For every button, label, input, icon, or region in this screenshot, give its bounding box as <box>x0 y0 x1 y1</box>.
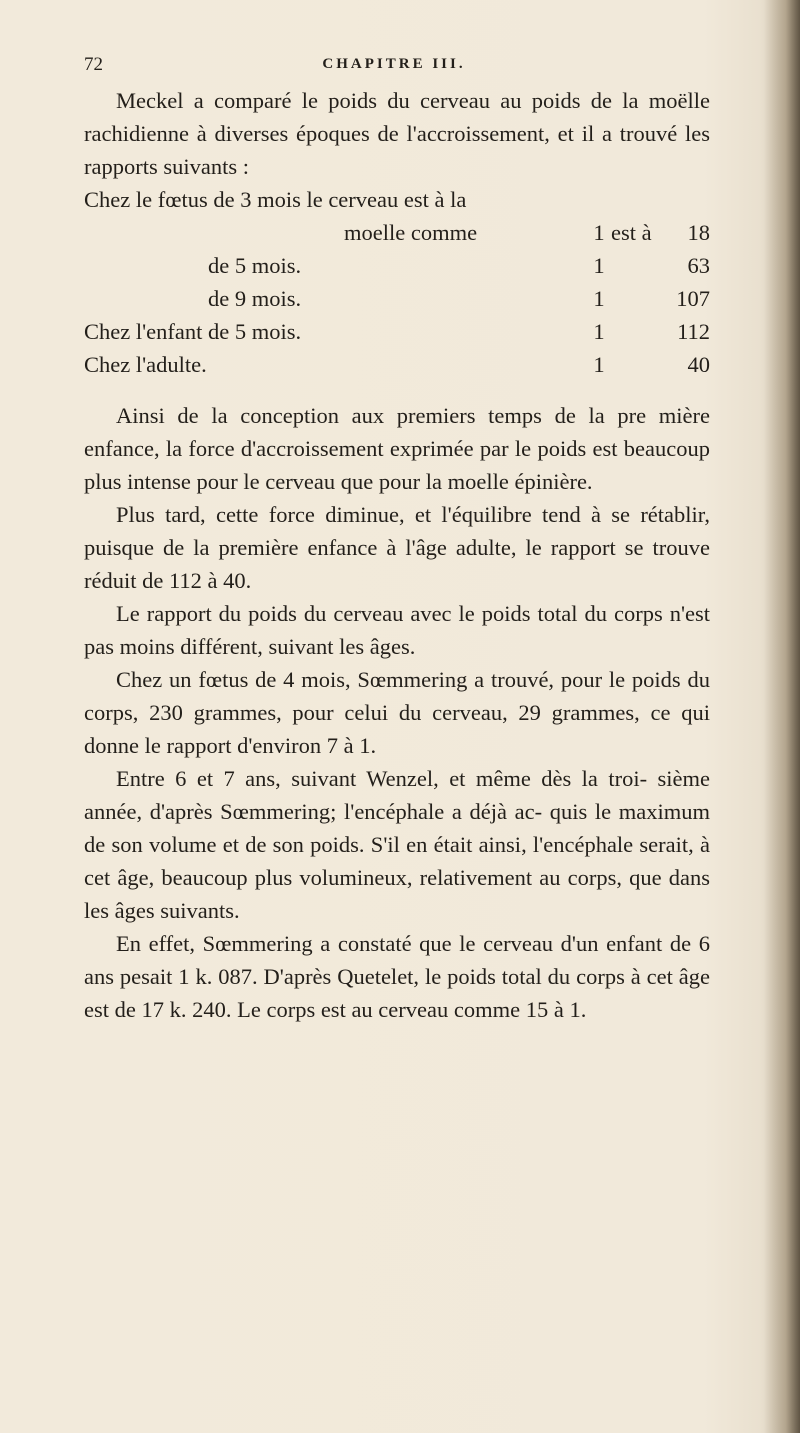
text-block <box>84 84 710 1026</box>
table-row-one: 1 <box>593 286 605 311</box>
table-row-label: moelle comme <box>344 220 478 245</box>
table-row-label: Chez l'enfant de 5 mois. <box>84 319 302 344</box>
page-edge-shadow <box>764 0 800 1433</box>
table-row <box>84 249 710 282</box>
weight-ratio-table <box>84 183 710 389</box>
table-row-value: 112 <box>677 319 710 344</box>
intro-paragraph: Meckel a comparé le poids du cerveau au poids de la moëlle rachidienne à diverses époques de l'accroissement, et il a trouvé les rapports suivants : <box>84 88 710 179</box>
table-row <box>84 216 710 249</box>
running-head: CHAPITRE III. <box>322 56 466 72</box>
page-number: 72 <box>84 54 103 75</box>
table-row <box>84 282 710 315</box>
body-paragraph: Le rapport du poids du cerveau avec le poids total du corps n'est pas moins différent, suivant les âges. <box>84 601 710 659</box>
body-text <box>84 399 710 1026</box>
body-paragraph: Plus tard, cette force diminue, et l'équilibre tend à se rétablir, puisque de la première enfance à l'âge adulte, le rapport se trouve réduit de 112 à 40. <box>84 502 710 593</box>
table-row-one: 1 <box>593 253 605 278</box>
table-row-one: 1 <box>593 319 605 344</box>
body-paragraph: Chez un fœtus de 4 mois, Sœmmering a trouvé, pour le poids du corps, 230 grammes, pour celui du cerveau, 29 grammes, ce qui donne le rapport d'environ 7 à 1. <box>84 667 710 758</box>
table-row-est: est à <box>611 220 652 245</box>
table-row <box>84 348 710 381</box>
table-header-line <box>84 183 710 216</box>
body-paragraph: Entre 6 et 7 ans, suivant Wenzel, et même dès la troi- sième année, d'après Sœmmering; l'encéphale a déjà ac- quis le maximum de son volume et de son poids. S'il en était ainsi, l'encéphale serait, à cet âge, beaucoup plus volumineux, relativement au corps, que dans les âges suivants. <box>84 766 710 923</box>
table-row-label: de 9 mois. <box>208 286 302 311</box>
table-row-value: 40 <box>687 352 710 377</box>
table-row-value: 63 <box>687 253 710 278</box>
table-row <box>84 315 710 348</box>
table-row-label: de 5 mois. <box>208 253 302 278</box>
table-row-value: 18 <box>687 220 710 245</box>
body-paragraph: Ainsi de la conception aux premiers temps de la pre mière enfance, la force d'accroissement exprimée par le poids est beaucoup plus intense pour le cerveau que pour la moelle épinière. <box>84 403 710 494</box>
body-paragraph: En effet, Sœmmering a constaté que le cerveau d'un enfant de 6 ans pesait 1 k. 087. D'après Quetelet, le poids total du corps à cet âge est de 17 k. 240. Le corps est au cerveau comme 15 à 1. <box>84 931 710 1022</box>
page-header <box>84 54 704 78</box>
table-row-value: 107 <box>676 286 710 311</box>
table-row-one: 1 <box>593 352 605 377</box>
table-row-one: 1 <box>593 220 605 245</box>
table-header-text: Chez le fœtus de 3 mois le cerveau est à la <box>84 187 467 212</box>
table-row-label: Chez l'adulte. <box>84 352 207 377</box>
